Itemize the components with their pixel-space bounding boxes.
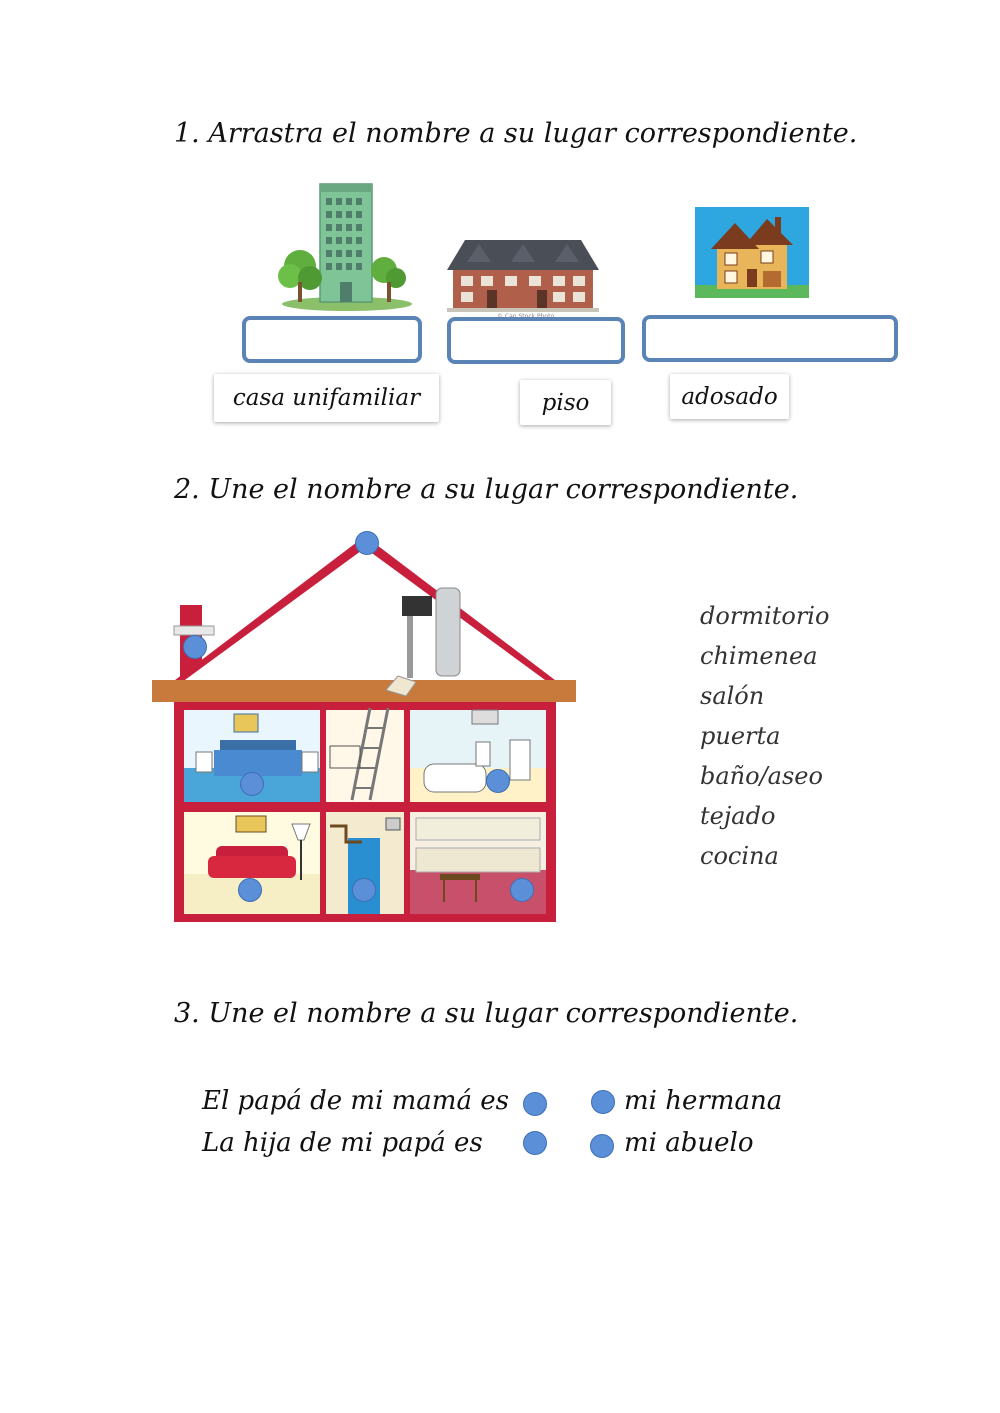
- dot-right-2[interactable]: [590, 1134, 614, 1158]
- dot-bedroom[interactable]: [240, 772, 264, 796]
- chip-adosado[interactable]: adosado: [670, 374, 789, 419]
- dot-roof[interactable]: [355, 531, 379, 555]
- sentence-right-2: mi abuelo: [624, 1128, 754, 1158]
- apartment-building-icon: [272, 178, 422, 313]
- word-dormitorio[interactable]: dormitorio: [700, 602, 830, 630]
- section1-heading: 1. Arrastra el nombre a su lugar correspondiente.: [174, 118, 858, 149]
- dot-door[interactable]: [352, 878, 376, 902]
- detached-house-icon: [695, 207, 809, 298]
- sentence-right-1: mi hermana: [624, 1086, 783, 1116]
- dot-kitchen[interactable]: [510, 878, 534, 902]
- chip-casa-unifamiliar[interactable]: casa unifamiliar: [214, 374, 439, 422]
- chip-piso[interactable]: piso: [520, 380, 611, 425]
- word-chimenea[interactable]: chimenea: [700, 642, 818, 670]
- drop-target-2[interactable]: [447, 317, 625, 364]
- word-bano-aseo[interactable]: baño/aseo: [700, 762, 823, 790]
- section2-heading: 2. Une el nombre a su lugar correspondiente.: [174, 474, 799, 505]
- word-tejado[interactable]: tejado: [700, 802, 776, 830]
- dot-right-1[interactable]: [591, 1090, 615, 1114]
- dot-chimney[interactable]: [183, 635, 207, 659]
- dot-living-room[interactable]: [238, 878, 262, 902]
- dot-bathroom[interactable]: [486, 769, 510, 793]
- drop-target-1[interactable]: [242, 316, 422, 363]
- section3-heading: 3. Une el nombre a su lugar correspondiente.: [174, 998, 799, 1029]
- drop-target-3[interactable]: [642, 315, 898, 362]
- house-cutaway-illustration: [150, 530, 580, 924]
- word-cocina[interactable]: cocina: [700, 842, 779, 870]
- dot-left-1[interactable]: [523, 1092, 547, 1116]
- word-puerta[interactable]: puerta: [700, 722, 781, 750]
- dot-left-2[interactable]: [523, 1131, 547, 1155]
- word-salon[interactable]: salón: [700, 682, 765, 710]
- sentence-left-1: El papá de mi mamá es: [202, 1086, 509, 1116]
- row-houses-icon: [447, 232, 599, 320]
- sentence-left-2: La hija de mi papá es: [202, 1128, 483, 1158]
